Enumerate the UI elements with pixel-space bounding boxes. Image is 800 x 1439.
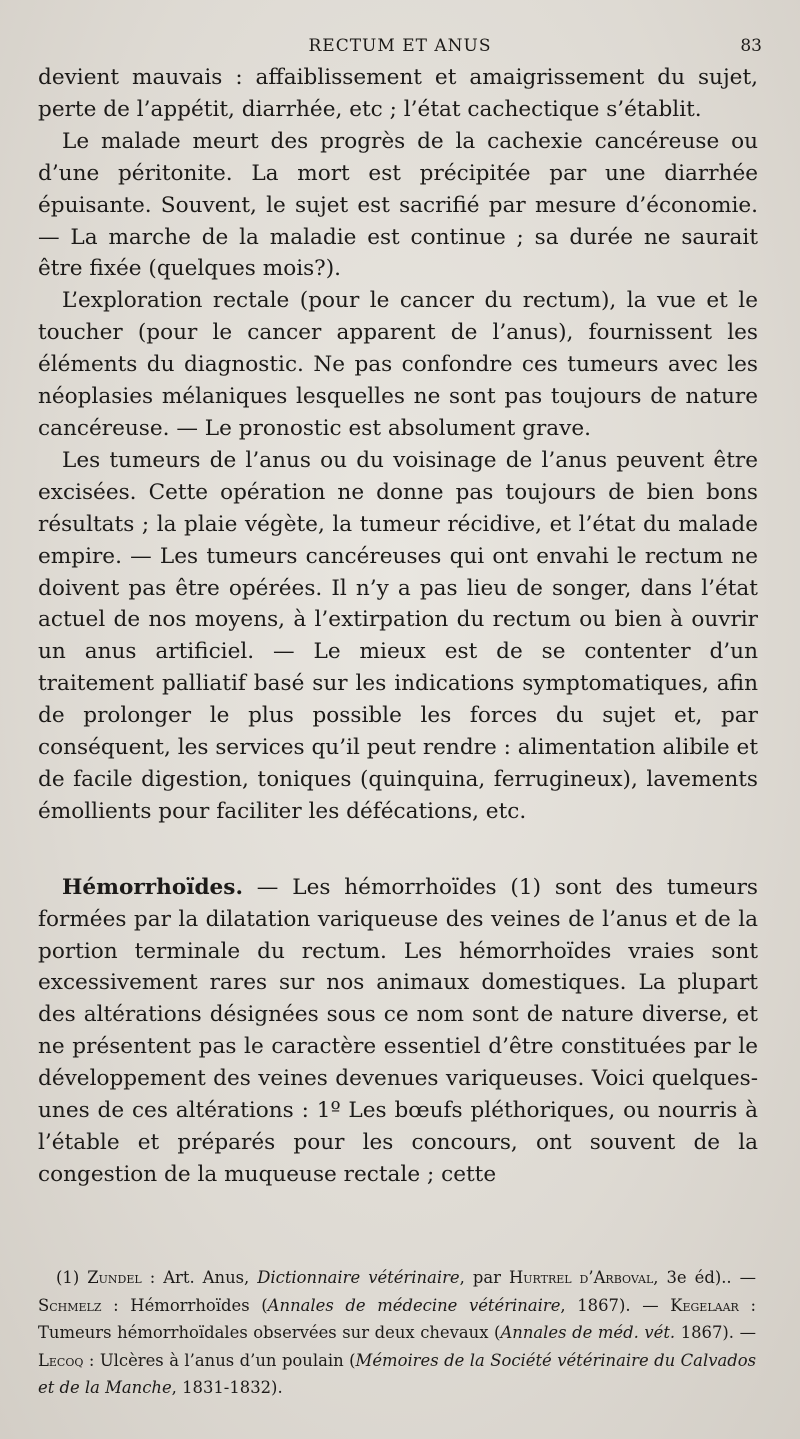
running-title: RECTUM ET ANUS (308, 36, 492, 56)
author-name: Kegelaar (670, 1295, 739, 1315)
footnote-mark: (1) (56, 1268, 88, 1287)
footnote-text: : Ulcères à l’anus d’un poulain ( (83, 1350, 356, 1370)
footnote-text: , 3e éd).. — (653, 1268, 757, 1287)
work-title: Dictionnaire vétérinaire (257, 1268, 460, 1287)
footnotes (38, 1264, 756, 1402)
paragraph: Les tumeurs de l’anus ou du voisinage de l’anus peuvent être excisées. Cette opération ne donne pas toujours de bien bons résultats ; la plaie végète, la tumeur récidive, et l’état du malade empire. — Les tumeurs cancéreuses qui ont envahi le rectum ne doivent pas être opérées. Il n’y a pas lieu de songer, dans l’état actuel de nos moyens, à l’extirpation du rectum ou bien à ouvrir un anus artificiel. — Le mieux est de se contenter d’un traitement palliatif basé sur les indications symptomatiques, afin de prolonger le plus possible les forces du sujet et, par conséquent, les services qu’il peut rendre : alimentation alibile et de facile digestion, toniques (quinquina, ferrugineux), lavements émollients pour faciliter les défécations, etc. (38, 447, 758, 824)
page-number: 83 (740, 36, 762, 56)
section-heading: Hémorrhoïdes. (62, 874, 243, 900)
footnote-text: : Hémorrhoïdes ( (101, 1295, 268, 1315)
author-name: Hurtrel d’Arboval (508, 1268, 654, 1287)
author-name: Zundel (87, 1268, 142, 1287)
page-header (38, 32, 762, 62)
section-gap (38, 828, 758, 872)
footnote-text: , 1867). — (560, 1295, 671, 1315)
footnote-text: : Tumeurs hémorrhoïdales observées sur deux chevaux ( (38, 1295, 756, 1342)
footnote-text: : Art. Anus, (141, 1268, 258, 1287)
paragraph: Le malade meurt des progrès de la cachexie cancéreuse ou d’une péritonite. La mort est précipitée par une diarrhée épuisante. Souvent, le sujet est sacrifié par mesure d’économie. — La marche de la maladie est continue ; sa durée ne saurait être fixée (quelques mois?). (38, 128, 758, 282)
paragraph-hemorrhoides (38, 872, 758, 1191)
footnote-text: 1867). — (675, 1323, 756, 1342)
work-title: Annales de méd. vét. (500, 1323, 676, 1342)
footnote-1 (38, 1264, 756, 1402)
main-text (38, 62, 758, 1191)
work-title: Mémoires de la Société vétérinaire du Calvados et de la Manche (38, 1350, 757, 1397)
work-title: Annales de médecine vétérinaire (267, 1295, 561, 1315)
author-name: Schmelz (38, 1295, 102, 1315)
paragraph-text: — Les hémorrhoïdes (1) sont des tumeurs formées par la dilatation variqueuse des veines de l’anus et de la portion terminale du rectum. Les hémorrhoïdes vraies sont excessivement rares sur nos animaux domestiques. La plupart des altérations désignées sous ce nom sont de nature diverse, et ne présentent pas le caractère essentiel d’être constituées par le développement des veines devenues variqueuses. Voici quelques-unes de ces altérations : 1º Les bœufs pléthoriques, ou nourris à l’étable et préparés pour les concours, ont souvent de la congestion de la muqueuse rectale ; cette (38, 874, 758, 1187)
paragraph: L’exploration rectale (pour le cancer du rectum), la vue et le toucher (pour le cancer apparent de l’anus), fournissent les éléments du diagnostic. Ne pas confondre ces tumeurs avec les néoplasies mélaniques lesquelles ne sont pas toujours de nature cancéreuse. — Le pronostic est absolument grave. (38, 288, 758, 441)
author-name: Lecoq (38, 1350, 84, 1370)
footnote-text: , par (459, 1268, 509, 1287)
footnote-text: , 1831-1832). (171, 1378, 283, 1397)
paragraph-continued: devient mauvais : affaiblissement et amaigrissement du sujet, perte de l’appétit, diarrhée, etc ; l’état cachectique s’établit. (38, 65, 758, 122)
